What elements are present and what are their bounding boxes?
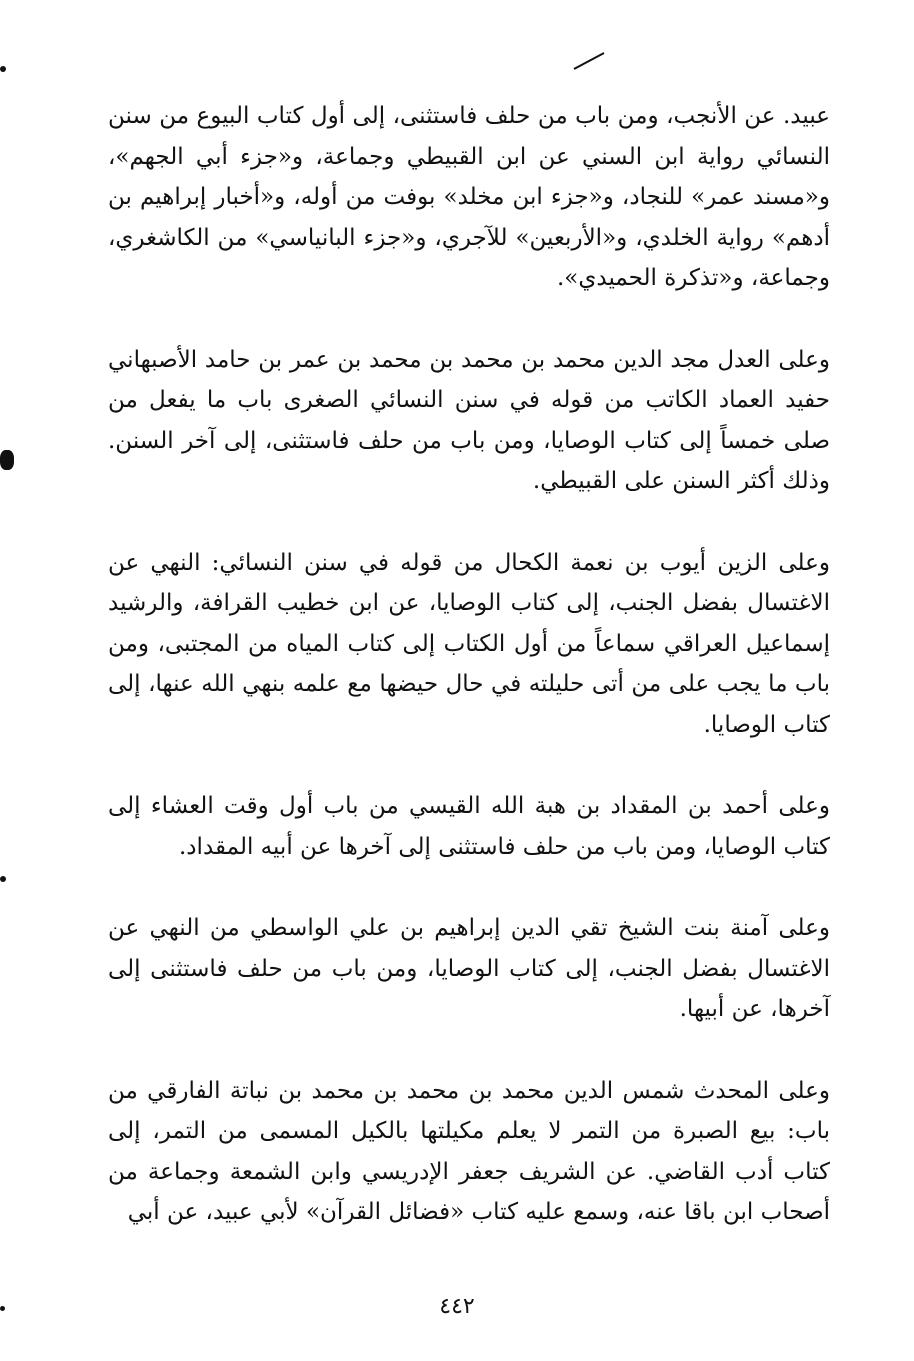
page-number: ٤٤٢: [439, 1294, 475, 1319]
scan-dot-top: [0, 66, 6, 72]
scan-dot-middle: [0, 876, 6, 882]
paragraph-5: وعلى آمنة بنت الشيخ تقي الدين إبراهيم بن علي الواسطي من النهي عن الاغتسال بفضل الجنب، إلى كتاب الوصايا، ومن باب من حلف فاستثنى إلى آخرها، عن أبيها.: [108, 915, 830, 1022]
paragraph-6: وعلى المحدث شمس الدين محمد بن محمد بن محمد بن نباتة الفارقي من باب: بيع الصبرة من التمر لا يعلم مكيلتها بالكيل المسمى من التمر، إلى كتاب أدب القاضي. عن الشريف جعفر الإدريسي وابن الشمعة وجماعة من أصحاب ابن باقا عنه، وسمع عليه كتاب «فضائل القرآن» لأبي عبيد، عن أبي: [108, 1077, 830, 1225]
paragraph-1: عبيد. عن الأنجب، ومن باب من حلف فاستثنى، إلى أول كتاب البيوع من سنن النسائي رواية ابن السني عن ابن القبيطي وجماعة، و«جزء أبي الجهم»، و«مسند عمر» للنجاد، و«جزء ابن مخلد» بوفت من أوله، و«أخبار إبراهيم بن أدهم» رواية الخلدي، و«الأربعين» للآجري، و«جزء البانياسي» من الكاشغري، وجماعة، و«تذكرة الحميدي».: [108, 103, 830, 291]
body-text: [108, 96, 830, 1274]
paragraph-3: وعلى الزين أيوب بن نعمة الكحال من قوله في سنن النسائي: النهي عن الاغتسال بفضل الجنب، إلى كتاب الوصايا، عن ابن خطيب القرافة، والرشيد إسماعيل العراقي سماعاً من أول الكتاب إلى كتاب المياه من المجتبى، ومن باب ما يجب على من أتى حليلته في حال حيضها مع علمه بنهي الله عنها، إلى كتاب الوصايا.: [108, 549, 830, 738]
paragraph-2: وعلى العدل مجد الدين محمد بن محمد بن محمد بن عمر بن حامد الأصبهاني حفيد العماد الكاتب من قوله في سنن النسائي الصغرى باب ما يفعل من صلى خمساً إلى كتاب الوصايا، ومن باب من حلف فاستثنى، إلى آخر السنن. وذلك أكثر السنن على القبيطي.: [108, 346, 830, 494]
paragraph-4: وعلى أحمد بن المقداد بن هبة الله القيسي من باب أول وقت العشاء إلى كتاب الوصايا، ومن باب من حلف فاستثنى إلى آخرها عن أبيه المقداد.: [108, 793, 830, 860]
header-stroke-mark: [574, 52, 605, 70]
scan-blot-left: [0, 450, 14, 470]
